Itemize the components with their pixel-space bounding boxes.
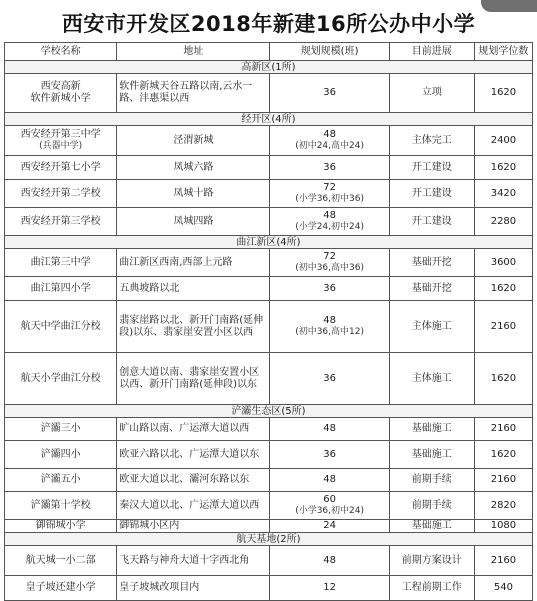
table-row bbox=[5, 546, 533, 576]
school-name-cell bbox=[5, 249, 117, 277]
scale-breakdown: (小学24,初中24) bbox=[295, 222, 364, 232]
scale-cell bbox=[270, 441, 389, 469]
scale-value: 48 bbox=[323, 210, 336, 221]
scale-cell bbox=[270, 277, 389, 301]
scale-cell bbox=[270, 74, 389, 113]
scale-value: 12 bbox=[323, 582, 336, 593]
school-name-cell bbox=[5, 180, 117, 208]
section-header-row bbox=[5, 405, 533, 418]
school-name-cell bbox=[5, 74, 117, 113]
seats-cell: 1080 bbox=[474, 520, 532, 533]
section-header-row bbox=[5, 113, 533, 126]
scale-value: 48 bbox=[323, 315, 336, 326]
section-label: 经开区(4所) bbox=[5, 113, 533, 126]
table-row bbox=[5, 418, 533, 441]
seats-cell: 1620 bbox=[474, 277, 532, 301]
school-name: 西安经开第三学校 bbox=[20, 215, 101, 227]
progress-cell: 基础开挖 bbox=[389, 249, 474, 277]
scale-value: 24 bbox=[323, 520, 336, 531]
school-name: 软件新城小学 bbox=[30, 93, 91, 104]
seats-cell: 1620 bbox=[474, 74, 532, 113]
section-header-row bbox=[5, 236, 533, 249]
seats-cell: 2820 bbox=[474, 492, 532, 520]
scale-cell bbox=[270, 126, 389, 156]
school-name-cell bbox=[5, 520, 117, 533]
progress-cell: 基础施工 bbox=[389, 418, 474, 441]
progress-cell: 前期手续 bbox=[389, 469, 474, 492]
progress-cell: 工程前期工作 bbox=[389, 576, 474, 601]
scale-breakdown: (初中36,高中36) bbox=[295, 263, 364, 273]
school-name: 曲江第四小学 bbox=[30, 282, 91, 294]
address-cell: 御锦城小区内 bbox=[117, 520, 270, 533]
progress-cell: 基础施工 bbox=[389, 441, 474, 469]
section-header-row bbox=[5, 533, 533, 546]
seats-cell: 2160 bbox=[474, 301, 532, 353]
address-cell: 秦汉大道以北、广运潭大道以西 bbox=[117, 492, 270, 520]
progress-cell: 主体施工 bbox=[389, 301, 474, 353]
scale-cell bbox=[270, 208, 389, 236]
school-name: 皇子坡还建小学 bbox=[25, 582, 96, 593]
scale-cell bbox=[270, 353, 389, 405]
header-planned-scale: 规划规模(班) bbox=[270, 43, 389, 61]
address-cell: 凤城十路 bbox=[117, 180, 270, 208]
section-header-row bbox=[5, 61, 533, 74]
scale-value: 36 bbox=[323, 448, 336, 460]
scale-cell bbox=[270, 249, 389, 277]
address-cell: 翡家崖路以北、新开门南路(延伸段)以东、翡家崖安置小区以西 bbox=[117, 301, 270, 353]
scale-cell bbox=[270, 469, 389, 492]
school-name: 浐灞三小 bbox=[40, 423, 81, 434]
table-row bbox=[5, 208, 533, 236]
seats-cell: 2400 bbox=[474, 126, 532, 156]
school-name: 浐灞五小 bbox=[40, 474, 81, 485]
address-cell: 五典坡路以北 bbox=[117, 277, 270, 301]
scale-breakdown: (初中36,高中12) bbox=[295, 327, 364, 337]
seats-cell: 3420 bbox=[474, 180, 532, 208]
scale-breakdown: (初中24,高中24) bbox=[295, 141, 364, 151]
table-row bbox=[5, 180, 533, 208]
school-name-cell bbox=[5, 576, 117, 601]
scale-cell bbox=[270, 576, 389, 601]
scale-value: 48 bbox=[323, 129, 336, 140]
school-name-cell bbox=[5, 441, 117, 469]
scale-value: 36 bbox=[323, 372, 336, 384]
seats-cell: 540 bbox=[474, 576, 532, 601]
seats-cell: 3600 bbox=[474, 249, 532, 277]
table-row bbox=[5, 156, 533, 180]
header-school-name: 学校名称 bbox=[5, 43, 117, 61]
address-cell: 泾渭新城 bbox=[117, 126, 270, 156]
school-name: 御锦城小学 bbox=[35, 520, 86, 531]
table-row bbox=[5, 492, 533, 520]
school-name-cell bbox=[5, 546, 117, 576]
address-cell: 欧亚六路以北、广运潭大道以东 bbox=[117, 441, 270, 469]
progress-cell: 前期手续 bbox=[389, 492, 474, 520]
scale-value: 36 bbox=[323, 161, 336, 173]
seats-cell: 1620 bbox=[474, 441, 532, 469]
address-cell: 飞天路与神舟大道十字西北角 bbox=[117, 546, 270, 576]
school-name-cell bbox=[5, 208, 117, 236]
scale-value: 48 bbox=[323, 423, 336, 434]
school-name: 西安经开第七小学 bbox=[20, 161, 101, 173]
table-row bbox=[5, 249, 533, 277]
table-row bbox=[5, 469, 533, 492]
address-cell: 凤城四路 bbox=[117, 208, 270, 236]
progress-cell: 开工建设 bbox=[389, 156, 474, 180]
scale-value: 48 bbox=[323, 474, 336, 485]
school-name-note: (兵器中学) bbox=[39, 141, 83, 151]
table-row bbox=[5, 126, 533, 156]
header-progress: 目前进展 bbox=[389, 43, 474, 61]
address-cell: 创意大道以南、翡家崖安置小区以西、新开门南路(延伸段)以东 bbox=[117, 353, 270, 405]
scale-value: 36 bbox=[323, 87, 336, 98]
school-name: 浐灞四小 bbox=[40, 448, 81, 460]
scale-cell bbox=[270, 520, 389, 533]
scale-cell bbox=[270, 546, 389, 576]
school-name-cell bbox=[5, 126, 117, 156]
scale-cell bbox=[270, 301, 389, 353]
table-row bbox=[5, 277, 533, 301]
seats-cell: 1620 bbox=[474, 353, 532, 405]
progress-cell: 前期方案设计 bbox=[389, 546, 474, 576]
address-cell: 旷山路以南、广运潭大道以西 bbox=[117, 418, 270, 441]
scale-value: 72 bbox=[323, 251, 336, 262]
school-name: 浐灞第十学校 bbox=[30, 499, 91, 511]
school-name: 西安高新 bbox=[40, 81, 81, 92]
seats-cell: 1620 bbox=[474, 156, 532, 180]
table-row bbox=[5, 576, 533, 601]
scale-cell bbox=[270, 418, 389, 441]
progress-cell: 开工建设 bbox=[389, 180, 474, 208]
progress-cell: 主体完工 bbox=[389, 126, 474, 156]
school-name: 西安经开第二学校 bbox=[20, 187, 101, 199]
table-row bbox=[5, 520, 533, 533]
scale-cell bbox=[270, 492, 389, 520]
scale-breakdown: (小学36,初中36) bbox=[295, 194, 364, 204]
address-cell: 曲江新区西南,西部上元路 bbox=[117, 249, 270, 277]
school-name-cell bbox=[5, 277, 117, 301]
school-name-cell bbox=[5, 469, 117, 492]
section-label: 曲江新区(4所) bbox=[5, 236, 533, 249]
progress-cell: 主体施工 bbox=[389, 353, 474, 405]
school-name: 航天城一小二部 bbox=[25, 554, 96, 566]
header-address: 地址 bbox=[117, 43, 270, 61]
document-title: 西安市开发区2018年新建16所公办中小学 bbox=[61, 12, 476, 36]
table-row bbox=[5, 441, 533, 469]
school-name-cell bbox=[5, 492, 117, 520]
school-name-cell bbox=[5, 301, 117, 353]
school-name-cell bbox=[5, 156, 117, 180]
scale-cell bbox=[270, 180, 389, 208]
school-name: 西安经开第三中学 bbox=[20, 129, 101, 140]
scale-breakdown: (小学36,初中24) bbox=[295, 506, 364, 516]
progress-cell: 基础开挖 bbox=[389, 277, 474, 301]
section-label: 高新区(1所) bbox=[5, 61, 533, 74]
address-cell: 软件新城天谷五路以南,云水一路、沣惠渠以西 bbox=[117, 74, 270, 113]
seats-cell: 2280 bbox=[474, 208, 532, 236]
school-name-cell bbox=[5, 353, 117, 405]
seats-cell: 2160 bbox=[474, 546, 532, 576]
schools-table bbox=[4, 42, 533, 601]
seats-cell: 2160 bbox=[474, 469, 532, 492]
scale-value: 36 bbox=[323, 282, 336, 294]
seats-cell: 2160 bbox=[474, 418, 532, 441]
table-row bbox=[5, 353, 533, 405]
address-cell: 凤城六路 bbox=[117, 156, 270, 180]
progress-cell: 基础施工 bbox=[389, 520, 474, 533]
school-name: 航天中学曲江分校 bbox=[20, 320, 101, 332]
table-header-row bbox=[5, 43, 533, 61]
school-name-cell bbox=[5, 418, 117, 441]
scale-value: 72 bbox=[323, 182, 336, 193]
section-label: 浐灞生态区(5所) bbox=[5, 405, 533, 418]
table-row bbox=[5, 74, 533, 113]
table-body bbox=[5, 61, 533, 601]
header-planned-seats: 规划学位数 bbox=[474, 43, 532, 61]
scale-value: 60 bbox=[323, 494, 336, 505]
scale-value: 48 bbox=[323, 554, 336, 566]
table-row bbox=[5, 301, 533, 353]
address-cell: 欧亚大道以北、灞河东路以东 bbox=[117, 469, 270, 492]
section-label: 航天基地(2所) bbox=[5, 533, 533, 546]
address-cell: 皇子坡城改项目内 bbox=[117, 576, 270, 601]
scale-cell bbox=[270, 156, 389, 180]
school-name: 曲江第三中学 bbox=[30, 256, 91, 268]
progress-cell: 立项 bbox=[389, 74, 474, 113]
progress-cell: 开工建设 bbox=[389, 208, 474, 236]
school-name: 航天小学曲江分校 bbox=[20, 372, 101, 384]
